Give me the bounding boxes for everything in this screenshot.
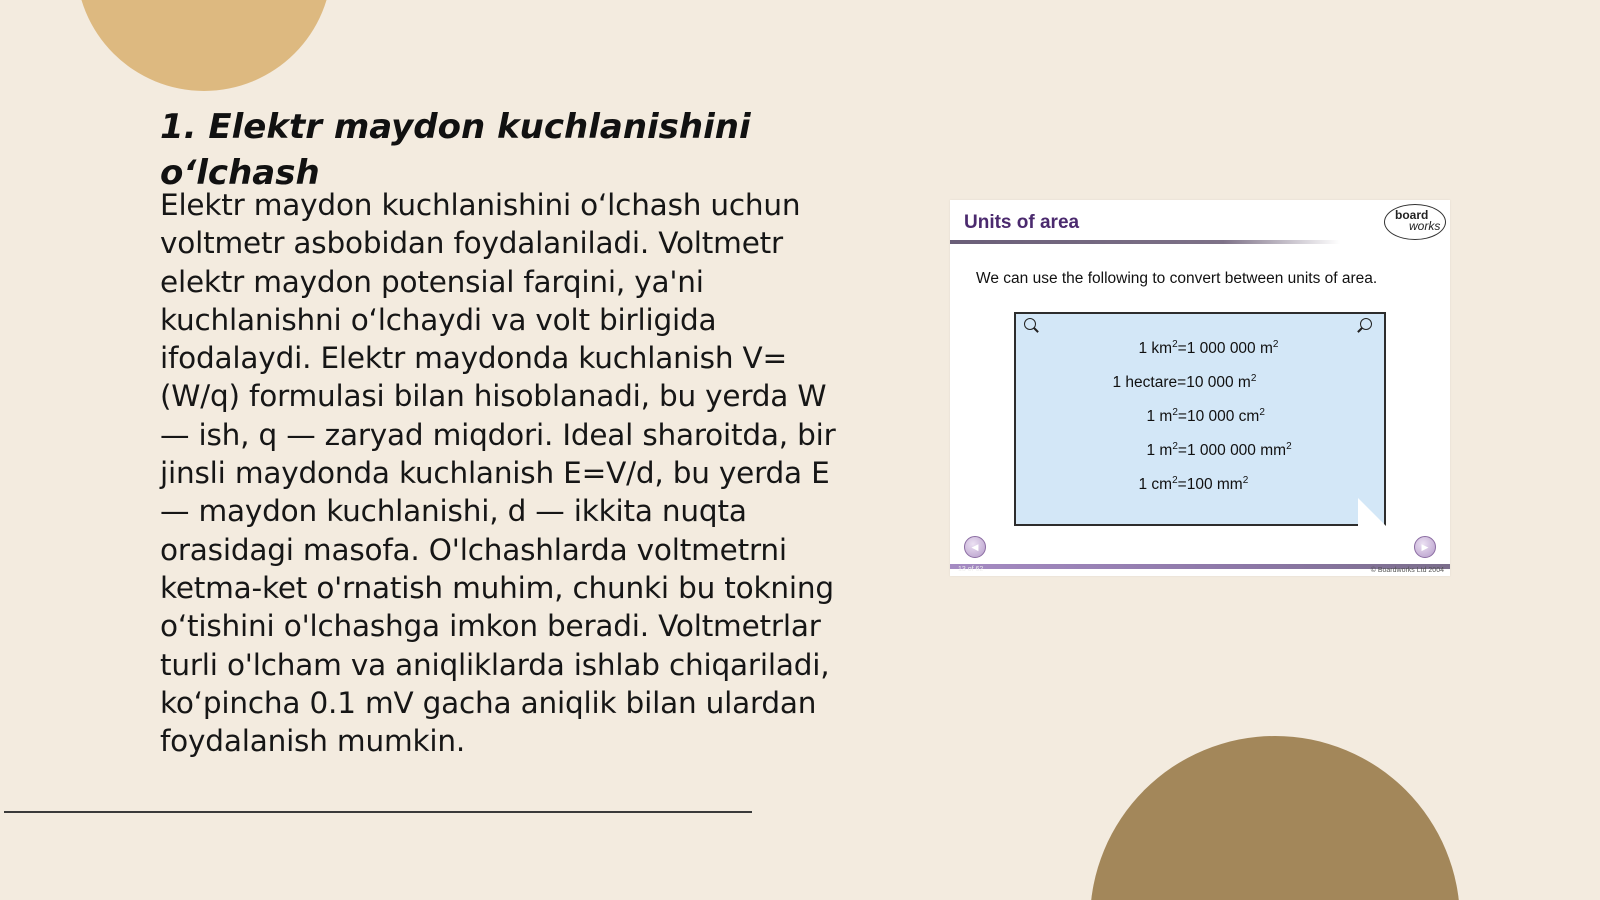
slide-number: 13 of 62 [958, 566, 984, 573]
conversion-left: 1 $cm^2$ [1138, 475, 1178, 493]
copyright-text: © Boardworks Ltd 2004 [1370, 567, 1444, 574]
exponent: 2 [1250, 373, 1257, 384]
slide-title: Units of area [964, 212, 1080, 233]
conversion-right: 1 000 000 $m^2$ [1186, 339, 1279, 357]
conversion-row [1113, 374, 1257, 392]
exponent: 2 [1172, 475, 1178, 486]
conversion-row [1139, 340, 1279, 358]
boardworks-logo [1384, 204, 1446, 240]
logo-text-works: works [1409, 219, 1441, 233]
equals-sign: = [1177, 442, 1187, 459]
exponent: 2 [1172, 441, 1178, 452]
equals-sign: = [1177, 408, 1187, 425]
conversion-left: 1 $m^2$ [1146, 407, 1178, 425]
conversion-right: 10 000 $cm^2$ [1186, 407, 1265, 425]
conversion-row [1139, 476, 1249, 494]
exponent: 2 [1242, 475, 1249, 486]
magnifier-icon [1024, 318, 1036, 330]
body-paragraph: Elektr maydon kuchlanishini o‘lchash uchun voltmetr asbobidan foydalaniladi. Voltmetr elektr maydon potensial farqini, ya'ni kuchlanishni o‘lchaydi va volt birligida ifodalaydi. Elektr maydonda kuchlanish V=(W/q) formulasi bilan hisoblanadi, bu yerda W — ish, q — zaryad miqdori. Ideal sharoitda, bir jinsli maydonda kuchlanish E=V/d, bu yerda E — maydon kuchlanishi, d — ikkita nuqta orasidagi masofa. O'lchashlarda voltmetrni ketma-ket o'rnatish muhim, chunki bu tokning o‘tishini o'lchashga imkon beradi. Voltmetrlar turli o'lcham va aniqliklarda ishlab chiqariladi, ko‘pincha 0.1 mV gacha aniqlik bilan ulardan foydalanish mumkin. [160, 188, 836, 759]
slide-header-underline [950, 240, 1340, 244]
embedded-slide-image [950, 200, 1450, 576]
conversion-left: 1 hectare [1112, 374, 1178, 391]
previous-slide-button[interactable]: ◀ [964, 536, 986, 558]
exponent: 2 [1172, 407, 1178, 418]
exponent: 2 [1272, 339, 1279, 350]
page-title-line1: 1. Elektr maydon kuchlanishini [160, 107, 751, 147]
logo-text-board: board [1395, 208, 1429, 222]
conversion-right: 1 000 000 $mm^2$ [1186, 441, 1292, 459]
exponent: 2 [1172, 339, 1178, 350]
magnifier-icon [1360, 318, 1372, 330]
decorative-circle-bottom [1090, 736, 1460, 900]
exponent: 2 [1259, 407, 1265, 418]
conversion-row [1147, 442, 1292, 460]
equals-sign: = [1177, 476, 1187, 493]
page-curl-icon [1358, 498, 1386, 526]
conversion-right: 100 $mm^2$ [1186, 475, 1249, 493]
slide-intro-text: We can use the following to convert between units of area. [976, 270, 1378, 287]
divider-line [4, 811, 752, 813]
conversion-right: 10 000 $m^2$ [1186, 373, 1257, 391]
next-slide-button[interactable]: ▶ [1414, 536, 1436, 558]
equals-sign: = [1177, 374, 1187, 391]
conversion-scroll-box [1014, 312, 1386, 526]
conversion-left: 1 $m^2$ [1146, 441, 1178, 459]
exponent: 2 [1286, 441, 1292, 452]
conversion-left: 1 $km^2$ [1138, 339, 1178, 357]
equals-sign: = [1177, 340, 1187, 357]
conversion-row [1147, 408, 1265, 426]
decorative-circle-top [76, 0, 332, 91]
page-title [160, 104, 860, 196]
page-title-line2: o‘lchash [160, 153, 320, 193]
